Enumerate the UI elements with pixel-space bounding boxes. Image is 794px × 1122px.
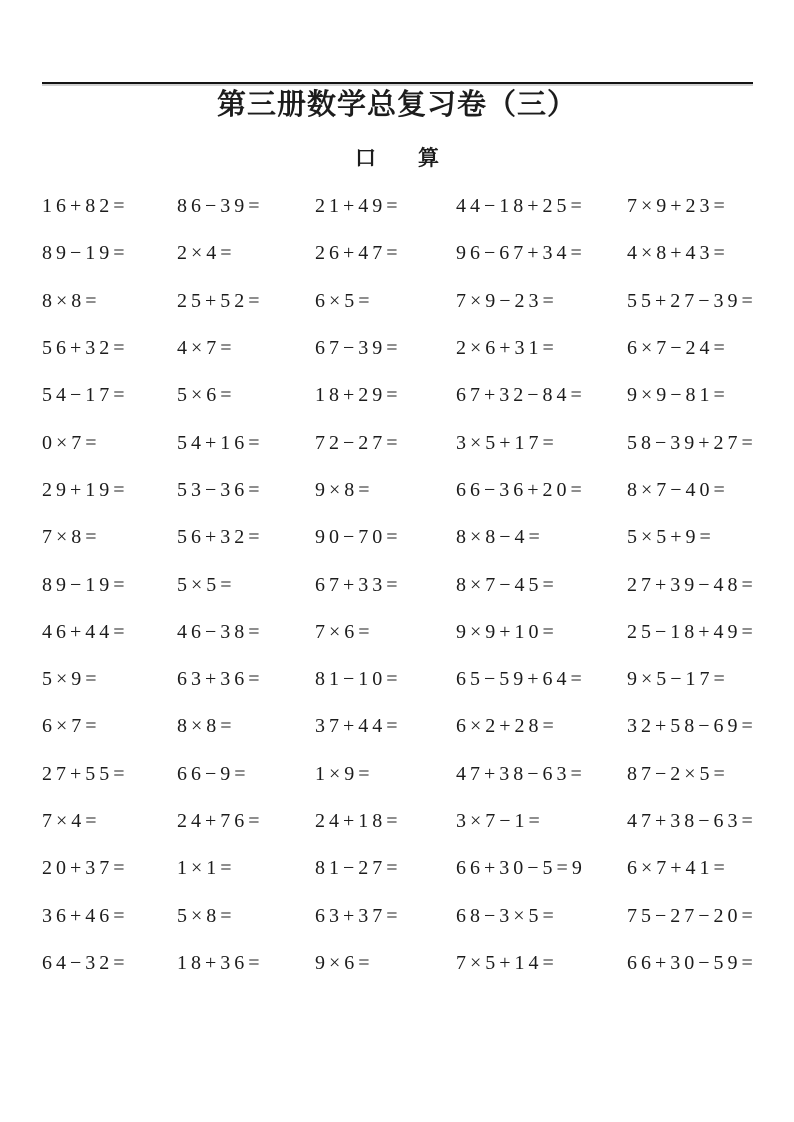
- problem-cell: 66+30−59=: [627, 951, 757, 974]
- problem-cell: 66−9=: [177, 762, 250, 785]
- problem-cell: 32+58−69=: [627, 715, 757, 738]
- problem-cell: 2×4=: [177, 242, 236, 265]
- problem-cell: 81−10=: [315, 668, 402, 691]
- problem-cell: 3×5+17=: [456, 431, 558, 454]
- problem-cell: 63+36=: [177, 668, 264, 691]
- problem-cell: 8×8=: [42, 289, 101, 312]
- problem-cell: 3×7−1=: [456, 810, 544, 832]
- problem-cell: 67−39=: [315, 337, 402, 360]
- problem-cell: 89−19=: [42, 573, 129, 596]
- problem-cell: 81−27=: [315, 857, 402, 880]
- problem-cell: 67+32−84=: [456, 384, 586, 407]
- problem-cell: 7×5+14=: [456, 951, 558, 974]
- problem-cell: 6×7+41=: [627, 857, 729, 880]
- problem-cell: 18+29=: [315, 384, 402, 407]
- problem-cell: 87−2×5=: [627, 762, 729, 785]
- problem-cell: 72−27=: [315, 431, 402, 454]
- problem-cell: 46−38=: [177, 620, 264, 643]
- problem-cell: 86−39=: [177, 195, 264, 218]
- problem-cell: 8×8−4=: [456, 526, 544, 549]
- problem-cell: 36+46=: [42, 904, 129, 927]
- problem-cell: 7×9−23=: [456, 289, 558, 312]
- problem-cell: 5×5+9=: [627, 526, 715, 549]
- problem-cell: 2×6+31=: [456, 337, 558, 360]
- problem-cell: 7×8=: [42, 526, 101, 549]
- problem-cell: 67+33=: [315, 573, 402, 596]
- problem-cell: 56+32=: [42, 337, 129, 360]
- problem-cell: 21+49=: [315, 195, 402, 218]
- problem-cell: 7×6=: [315, 620, 374, 643]
- problem-cell: 63+37=: [315, 904, 402, 927]
- problem-cell: 5×6=: [177, 384, 236, 407]
- problem-cell: 8×7−45=: [456, 573, 558, 596]
- problem-cell: 29+19=: [42, 478, 129, 501]
- header-divider: [42, 82, 753, 84]
- section-heading: 口 算: [355, 146, 439, 170]
- problem-cell: 5×9=: [42, 668, 101, 691]
- problem-cell: 20+37=: [42, 857, 129, 880]
- problem-cell: 1×1=: [177, 857, 236, 880]
- problem-cell: 58−39+27=: [627, 431, 757, 454]
- problem-cell: 6×7−24=: [627, 337, 729, 360]
- problem-cell: 9×8=: [315, 478, 374, 501]
- problem-cell: 5×5=: [177, 573, 236, 596]
- problem-cell: 53−36=: [177, 478, 264, 501]
- problem-cell: 47+38−63=: [456, 762, 586, 785]
- problem-cell: 54+16=: [177, 431, 264, 454]
- problem-cell: 7×4=: [42, 810, 101, 832]
- problem-cell: 25−18+49=: [627, 620, 757, 643]
- problems-grid: [42, 183, 757, 987]
- problem-cell: 9×9+10=: [456, 620, 558, 643]
- problem-cell: 66+30−5=9: [456, 857, 586, 880]
- problem-cell: 44−18+25=: [456, 195, 586, 218]
- problem-cell: 26+47=: [315, 242, 402, 265]
- problem-cell: 8×7−40=: [627, 478, 729, 501]
- problem-cell: 18+36=: [177, 951, 264, 974]
- problem-cell: 16+82=: [42, 195, 129, 218]
- problem-cell: 65−59+64=: [456, 668, 586, 691]
- problem-cell: 9×9−81=: [627, 384, 729, 407]
- problem-cell: 89−19=: [42, 242, 129, 265]
- problem-cell: 5×8=: [177, 904, 236, 927]
- problem-cell: 55+27−39=: [627, 289, 757, 312]
- problem-cell: 6×5=: [315, 289, 374, 312]
- problem-cell: 96−67+34=: [456, 242, 586, 265]
- problem-cell: 68−3×5=: [456, 904, 558, 927]
- problem-cell: 54−17=: [42, 384, 129, 407]
- problem-cell: 1×9=: [315, 762, 374, 785]
- problem-cell: 47+38−63=: [627, 810, 757, 832]
- problem-cell: 6×7=: [42, 715, 101, 738]
- problem-cell: 24+76=: [177, 810, 264, 832]
- problem-cell: 25+52=: [177, 289, 264, 312]
- problem-cell: 90−70=: [315, 526, 402, 549]
- problem-cell: 75−27−20=: [627, 904, 757, 927]
- problem-cell: 4×8+43=: [627, 242, 729, 265]
- problem-cell: 37+44=: [315, 715, 402, 738]
- problem-cell: 0×7=: [42, 431, 101, 454]
- problem-cell: 8×8=: [177, 715, 236, 738]
- problem-cell: 9×6=: [315, 951, 374, 974]
- page-title: 第三册数学总复习卷（三）: [216, 89, 577, 121]
- problem-cell: 56+32=: [177, 526, 264, 549]
- problem-cell: 64−32=: [42, 951, 129, 974]
- problem-cell: 6×2+28=: [456, 715, 558, 738]
- problem-cell: 7×9+23=: [627, 195, 729, 218]
- problem-cell: 24+18=: [315, 810, 402, 832]
- problem-cell: 9×5−17=: [627, 668, 729, 691]
- problem-cell: 4×7=: [177, 337, 236, 360]
- problem-cell: 66−36+20=: [456, 478, 586, 501]
- problem-cell: 27+55=: [42, 762, 129, 785]
- problem-cell: 46+44=: [42, 620, 129, 643]
- problem-cell: 27+39−48=: [627, 573, 757, 596]
